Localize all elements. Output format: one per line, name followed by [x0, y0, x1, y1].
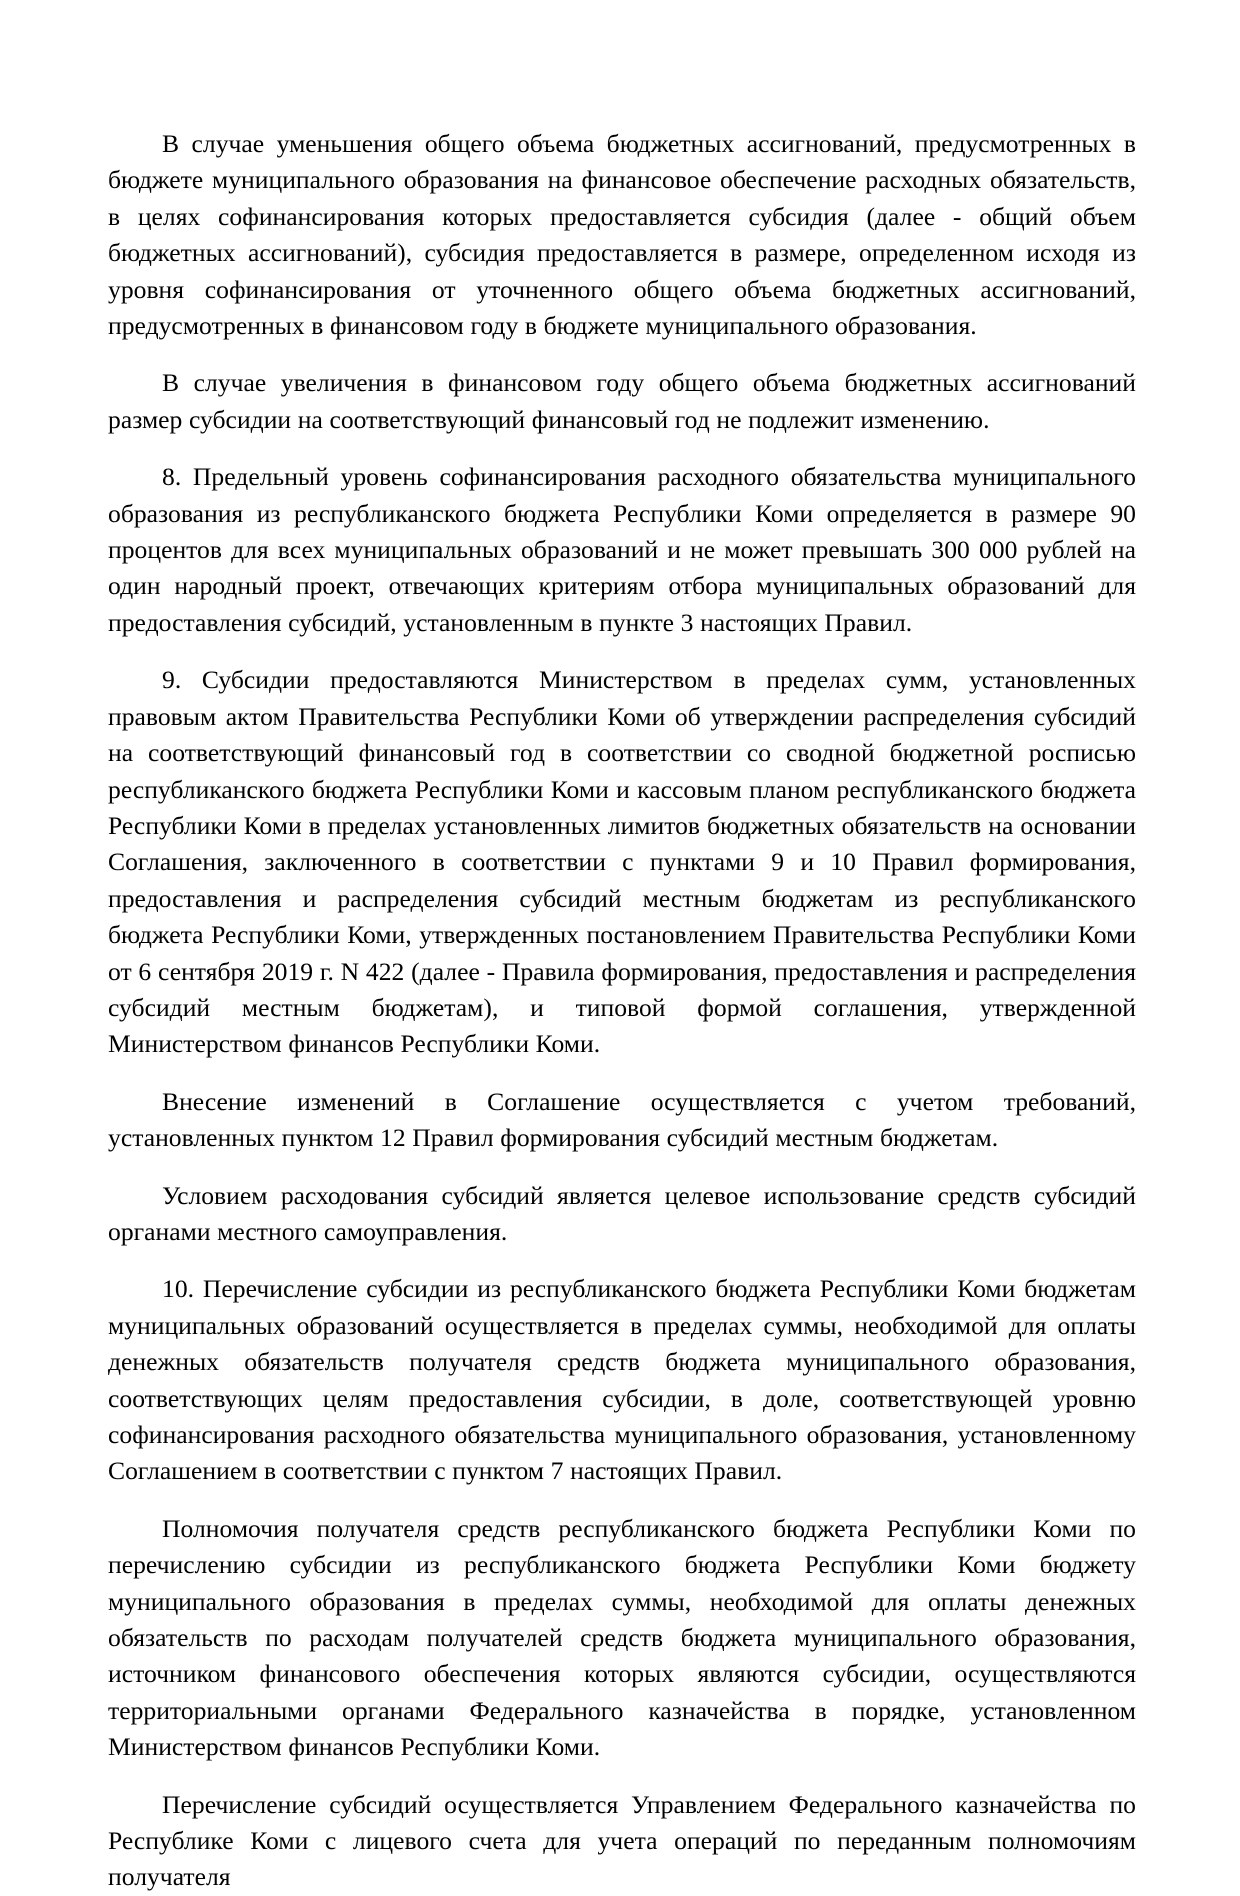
paragraph-spending-condition: Условием расходования субсидий является целевое использование средств субсидий органами местного самоуправления.	[108, 1180, 1136, 1246]
paragraph-item-8: 8. Предельный уровень софинансирования расходного обязательства муниципального образования из республиканского бюджета Республики Коми определяется в размере 90 процентов для всех муниципальных образований и не может превышать 300 000 рублей на один народный проект, отвечающих критериям отбора муниципальных образований для предоставления субсидий, установленным в пункте 3 настоящих Правил.	[108, 462, 1136, 637]
paragraph-recipient-powers: Полномочия получателя средств республиканского бюджета Республики Коми по перечислению субсидии из республиканского бюджета Республики Коми бюджету муниципального образования в пределах суммы, необходимой для оплаты денежных обязательств по расходам получателей средств бюджета муниципального образования, источником финансового обеспечения которых являются субсидии, осуществляются территориальными органами Федерального казначейства в порядке, установленном Министерством финансов Республики Коми.	[108, 1513, 1136, 1762]
paragraph-item-9: 9. Субсидии предоставляются Министерством в пределах сумм, установленных правовым актом Правительства Республики Коми об утверждении распределения субсидий на соответствующий финансовый год в соответствии со сводной бюджетной росписью республиканского бюджета Республики Коми и кассовым планом республиканского бюджета Республики Коми в пределах установленных лимитов бюджетных обязательств на основании Соглашения, заключенного в соответствии с пунктами 9 и 10 Правил формирования, предоставления и распределения субсидий местным бюджетам из республиканского бюджета Республики Коми, утвержденных постановлением Правительства Республики Коми от 6 сентября 2019 г. N 422 (далее - Правила формирования, предоставления и распределения субсидий местным бюджетам), и типовой формой соглашения, утвержденной Министерством финансов Республики Коми.	[108, 665, 1136, 1059]
paragraph-treasury-transfer: Перечисление субсидий осуществляется Управлением Федерального казначейства по Республике Коми с лицевого счета для учета операций по переданным полномочиям получателя	[108, 1789, 1136, 1892]
document-body	[108, 126, 1136, 1896]
paragraph-agreement-amendments: Внесение изменений в Соглашение осуществляется с учетом требований, установленных пунктом 12 Правил формирования субсидий местным бюджетам.	[108, 1086, 1136, 1153]
paragraph-decrease-appropriations: В случае уменьшения общего объема бюджетных ассигнований, предусмотренных в бюджете муниципального образования на финансовое обеспечение расходных обязательств, в целях софинансирования которых предоставляется субсидия (далее - общий объем бюджетных ассигнований), субсидия предоставляется в размере, определенном исходя из уровня софинансирования от уточненного общего объема бюджетных ассигнований, предусмотренных в финансовом году в бюджете муниципального образования.	[108, 129, 1136, 341]
paragraph-increase-appropriations: В случае увеличения в финансовом году общего объема бюджетных ассигнований размер субсидии на соответствующий финансовый год не подлежит изменению.	[108, 368, 1136, 434]
paragraph-item-10: 10. Перечисление субсидии из республиканского бюджета Республики Коми бюджетам муниципальных образований осуществляется в пределах суммы, необходимой для оплаты денежных обязательств получателя средств бюджета муниципального образования, соответствующих целям предоставления субсидии, в доле, соответствующей уровню софинансирования расходного обязательства муниципального образования, установленному Соглашением в соответствии с пунктом 7 настоящих Правил.	[108, 1274, 1136, 1486]
